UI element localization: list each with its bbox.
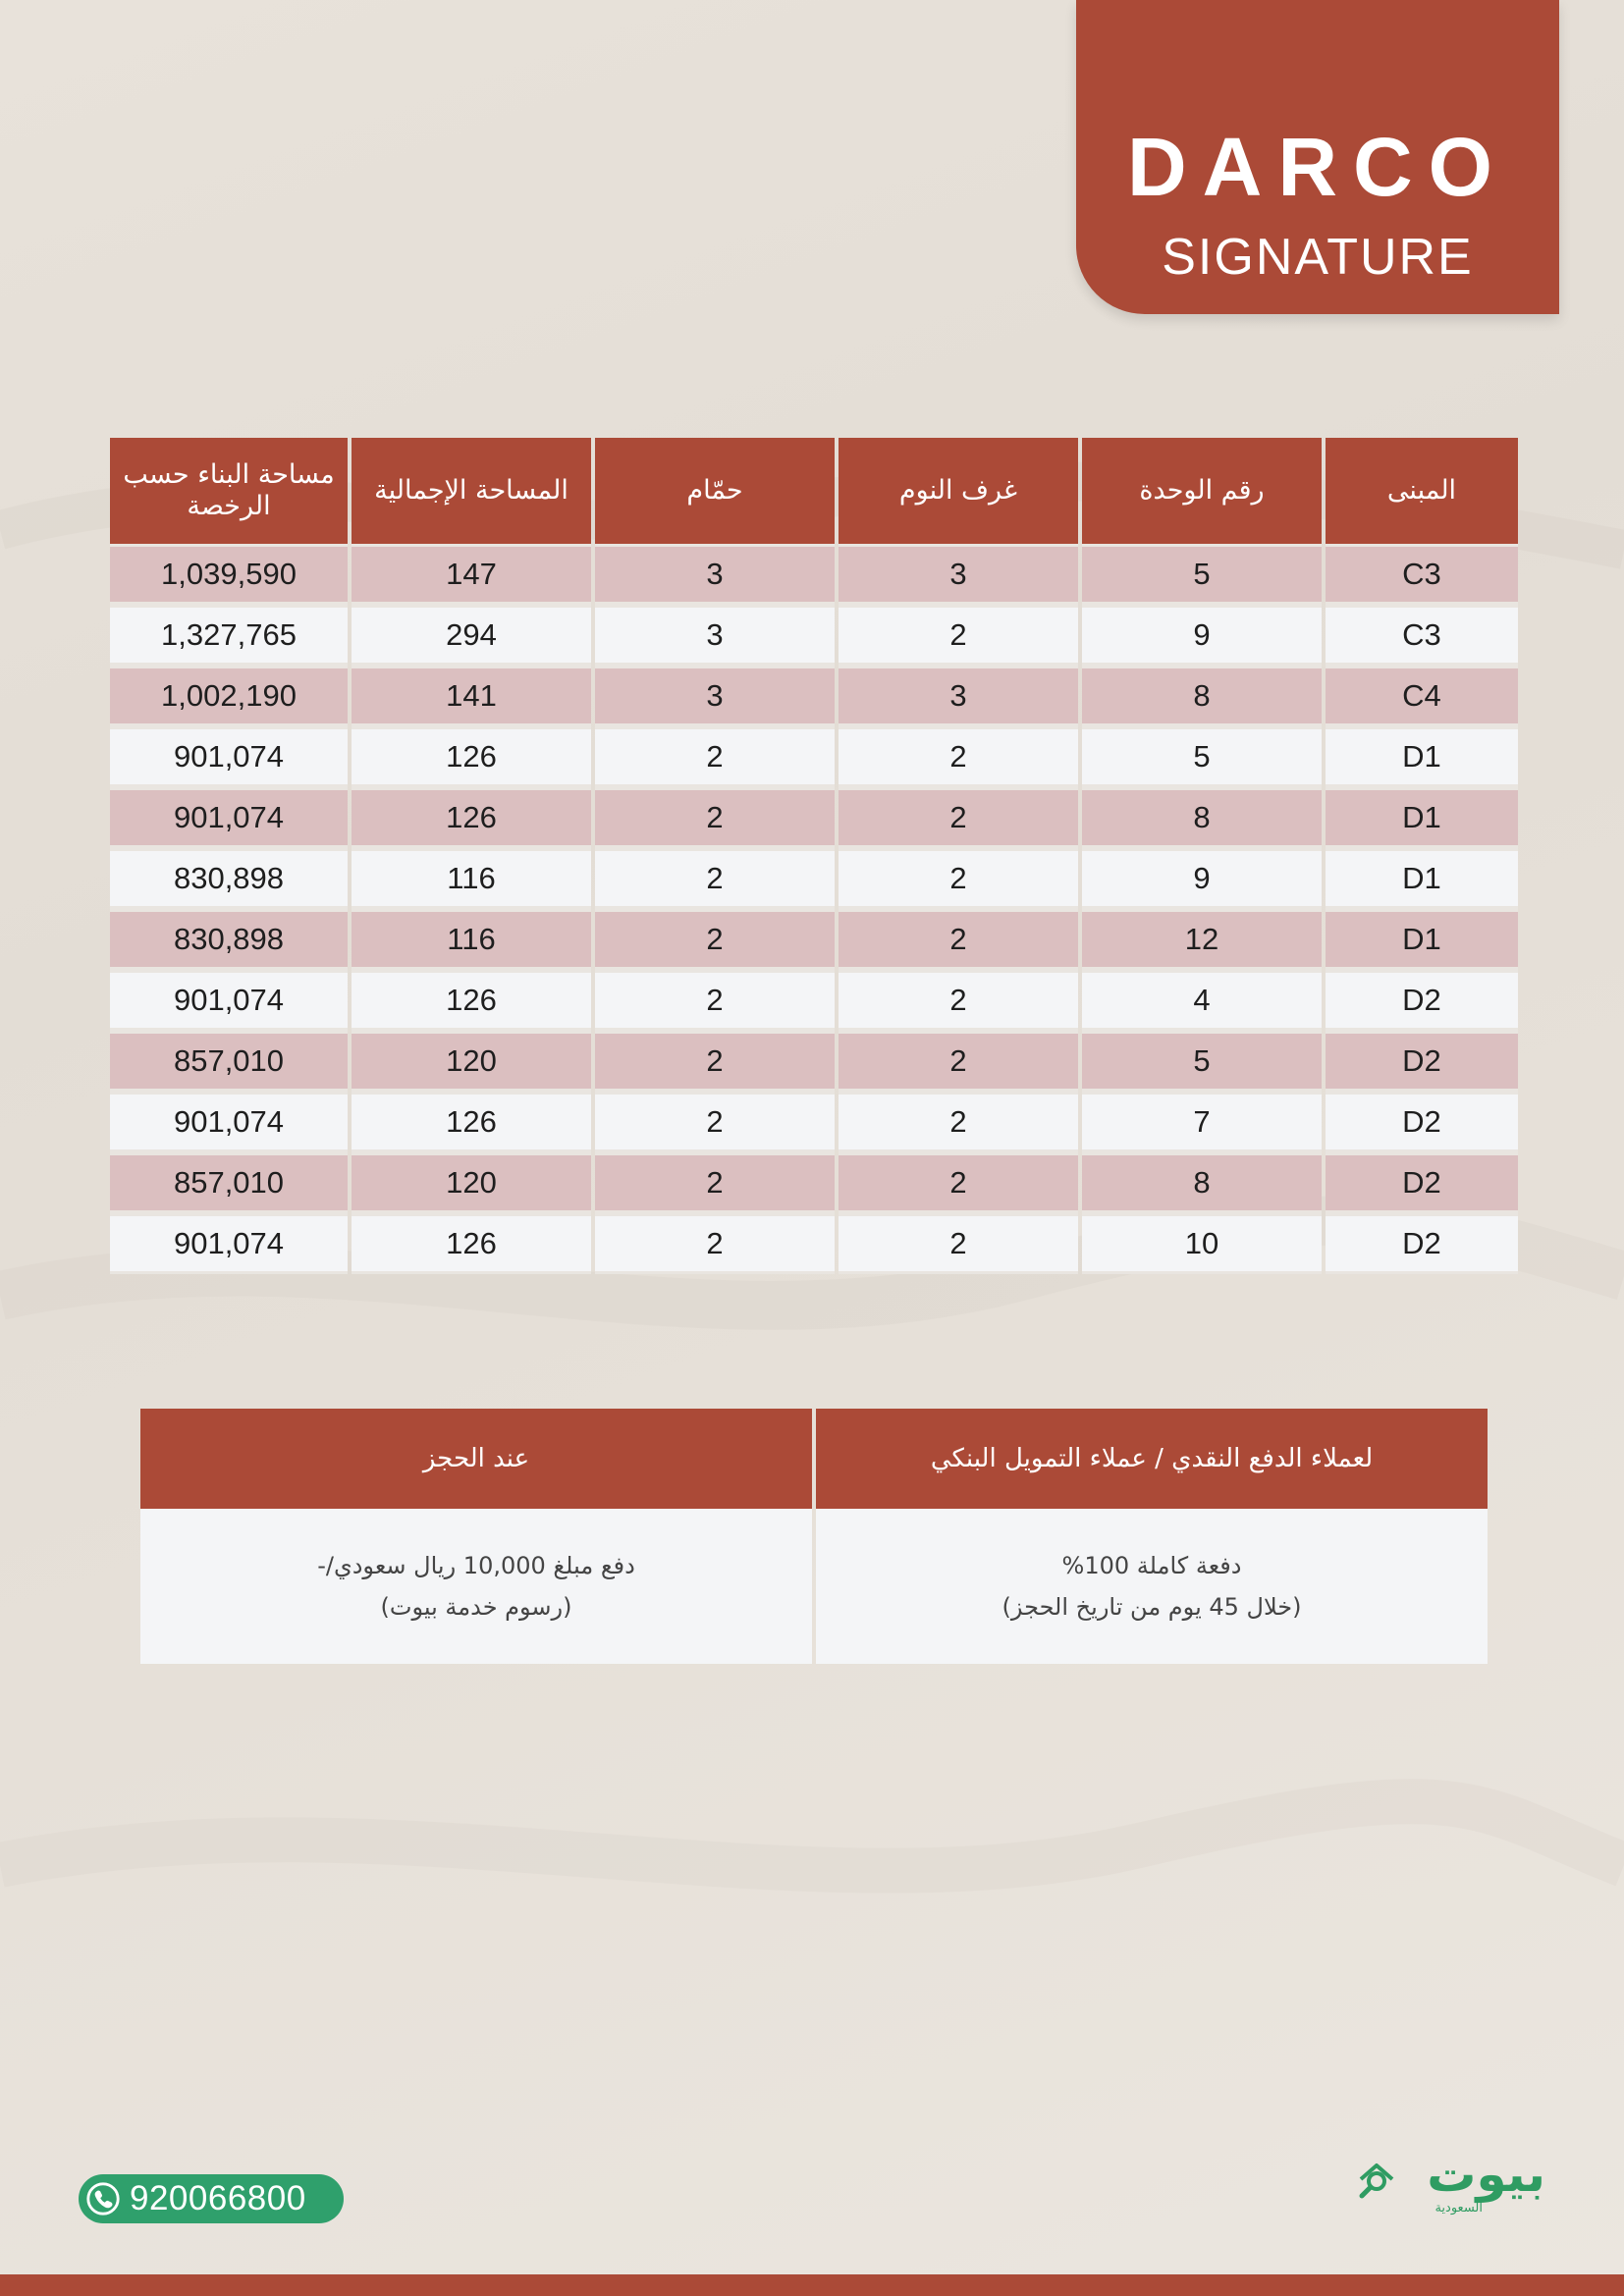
payment-cash-line2: (خلال 45 يوم من تاريخ الحجز): [1001, 1593, 1302, 1621]
table-row: [110, 1213, 1518, 1274]
cell-total-area: 141: [352, 666, 591, 726]
bottom-bar: [0, 2274, 1624, 2296]
cell-unit-number: 8: [1082, 666, 1322, 726]
phone-icon: [84, 2180, 122, 2217]
header-build-area: مساحة البناء حسب الرخصة: [110, 438, 348, 544]
brand-name: DARCO: [1127, 121, 1508, 213]
cell-bedrooms: 2: [839, 787, 1078, 848]
payment-booking-cell: [140, 1509, 812, 1664]
cell-bathrooms: 3: [595, 666, 835, 726]
table-row: [110, 1031, 1518, 1092]
cell-building: C3: [1326, 605, 1518, 666]
cell-building: C3: [1326, 544, 1518, 605]
phone-number[interactable]: 920066800: [130, 2179, 306, 2217]
cell-building: D2: [1326, 970, 1518, 1031]
cell-total-area: 126: [352, 1092, 591, 1152]
cell-build-area: 901,074: [110, 1092, 348, 1152]
table-row: [110, 909, 1518, 970]
header-unit-number: رقم الوحدة: [1082, 438, 1322, 544]
brand-subtitle: SIGNATURE: [1162, 229, 1474, 286]
cell-bathrooms: 2: [595, 787, 835, 848]
cell-bedrooms: 2: [839, 1213, 1078, 1274]
cell-bedrooms: 2: [839, 1092, 1078, 1152]
cell-bedrooms: 2: [839, 726, 1078, 787]
header-bathrooms: حمّام: [595, 438, 835, 544]
payment-table: [136, 1409, 1491, 1664]
cell-build-area: 901,074: [110, 787, 348, 848]
header-total-area: المساحة الإجمالية: [352, 438, 591, 544]
cell-total-area: 126: [352, 970, 591, 1031]
table-row: [110, 970, 1518, 1031]
units-header-row: [110, 438, 1518, 544]
cell-unit-number: 5: [1082, 544, 1322, 605]
cell-unit-number: 9: [1082, 605, 1322, 666]
buyut-logo: [1355, 2146, 1551, 2218]
cell-building: D1: [1326, 848, 1518, 909]
cell-bedrooms: 2: [839, 1152, 1078, 1213]
cell-bedrooms: 3: [839, 544, 1078, 605]
cell-bathrooms: 3: [595, 544, 835, 605]
cell-bathrooms: 3: [595, 605, 835, 666]
cell-total-area: 116: [352, 848, 591, 909]
cell-building: D1: [1326, 787, 1518, 848]
cell-bathrooms: 2: [595, 970, 835, 1031]
payment-cash-cell: [816, 1509, 1488, 1664]
header-bedrooms: غرف النوم: [839, 438, 1078, 544]
cell-build-area: 830,898: [110, 909, 348, 970]
table-row: [110, 787, 1518, 848]
cell-bedrooms: 2: [839, 970, 1078, 1031]
cell-bathrooms: 2: [595, 1092, 835, 1152]
cell-bedrooms: 2: [839, 909, 1078, 970]
cell-unit-number: 9: [1082, 848, 1322, 909]
brand-block: [1076, 0, 1559, 314]
cell-total-area: 126: [352, 787, 591, 848]
table-row: [110, 848, 1518, 909]
payment-booking-line1: دفع مبلغ 10,000 ريال سعودي/-: [317, 1552, 635, 1579]
cell-unit-number: 8: [1082, 1152, 1322, 1213]
payment-header-cash: لعملاء الدفع النقدي / عملاء التمويل البنكي: [816, 1409, 1488, 1509]
cell-building: D1: [1326, 726, 1518, 787]
cell-total-area: 147: [352, 544, 591, 605]
cell-build-area: 1,039,590: [110, 544, 348, 605]
cell-build-area: 901,074: [110, 1213, 348, 1274]
cell-total-area: 120: [352, 1031, 591, 1092]
cell-unit-number: 7: [1082, 1092, 1322, 1152]
cell-build-area: 901,074: [110, 726, 348, 787]
cell-building: D1: [1326, 909, 1518, 970]
cell-total-area: 116: [352, 909, 591, 970]
cell-bathrooms: 2: [595, 1213, 835, 1274]
cell-bathrooms: 2: [595, 726, 835, 787]
house-search-icon: [1355, 2158, 1398, 2201]
table-row: [110, 666, 1518, 726]
cell-bedrooms: 2: [839, 1031, 1078, 1092]
cell-total-area: 126: [352, 1213, 591, 1274]
table-row: [110, 726, 1518, 787]
cell-bedrooms: 2: [839, 848, 1078, 909]
table-row: [110, 605, 1518, 666]
cell-unit-number: 12: [1082, 909, 1322, 970]
cell-unit-number: 5: [1082, 726, 1322, 787]
cell-building: D2: [1326, 1152, 1518, 1213]
cell-total-area: 120: [352, 1152, 591, 1213]
cell-build-area: 1,327,765: [110, 605, 348, 666]
cell-bathrooms: 2: [595, 848, 835, 909]
cell-bathrooms: 2: [595, 1152, 835, 1213]
cell-building: D2: [1326, 1213, 1518, 1274]
cell-building: D2: [1326, 1031, 1518, 1092]
cell-total-area: 294: [352, 605, 591, 666]
payment-booking-line2: (رسوم خدمة بيوت): [380, 1593, 572, 1621]
payment-header-row: [140, 1409, 1488, 1509]
cell-build-area: 830,898: [110, 848, 348, 909]
payment-header-booking: عند الحجز: [140, 1409, 812, 1509]
logo-subtitle: السعودية: [1435, 2201, 1483, 2216]
cell-bathrooms: 2: [595, 1031, 835, 1092]
header-building: المبنى: [1326, 438, 1518, 544]
cell-bathrooms: 2: [595, 909, 835, 970]
cell-unit-number: 5: [1082, 1031, 1322, 1092]
cell-build-area: 901,074: [110, 970, 348, 1031]
table-row: [110, 1092, 1518, 1152]
cell-unit-number: 10: [1082, 1213, 1322, 1274]
payment-row: [140, 1509, 1488, 1664]
cell-total-area: 126: [352, 726, 591, 787]
cell-build-area: 1,002,190: [110, 666, 348, 726]
cell-unit-number: 4: [1082, 970, 1322, 1031]
logo-text: بيوت: [1427, 2146, 1545, 2203]
payment-cash-line1: دفعة كاملة 100%: [1061, 1552, 1242, 1579]
cell-building: D2: [1326, 1092, 1518, 1152]
table-row: [110, 544, 1518, 605]
cell-bedrooms: 3: [839, 666, 1078, 726]
cell-build-area: 857,010: [110, 1152, 348, 1213]
table-row: [110, 1152, 1518, 1213]
units-table: [106, 438, 1522, 1274]
cell-build-area: 857,010: [110, 1031, 348, 1092]
cell-unit-number: 8: [1082, 787, 1322, 848]
cell-building: C4: [1326, 666, 1518, 726]
units-body: [110, 544, 1518, 1274]
cell-bedrooms: 2: [839, 605, 1078, 666]
phone-badge[interactable]: [79, 2174, 344, 2223]
